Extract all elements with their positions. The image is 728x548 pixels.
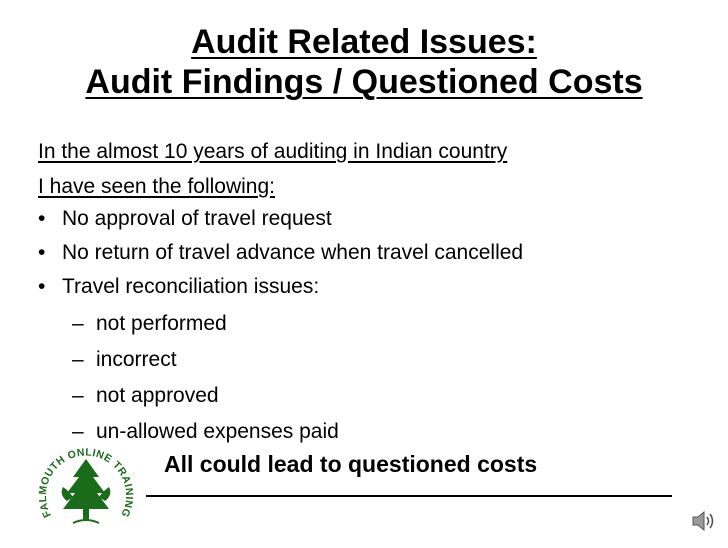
bullet-list <box>38 202 523 304</box>
speaker-icon[interactable] <box>690 508 716 534</box>
bullet-text: Travel reconciliation issues: <box>62 275 320 298</box>
falmouth-logo <box>33 437 139 543</box>
dash-marker: – <box>72 420 84 443</box>
intro-line-1: In the almost 10 years of auditing in Indian country <box>38 140 508 163</box>
dash-marker: – <box>72 312 84 335</box>
bullet-marker: • <box>38 241 46 264</box>
divider-line <box>146 495 672 497</box>
sub-bullet-text: incorrect <box>96 348 177 371</box>
bullet-text: No return of travel advance when travel cancelled <box>62 241 524 264</box>
conclusion-text: All could lead to questioned costs <box>164 451 538 477</box>
bullet-item <box>38 202 523 236</box>
slide-title <box>0 22 728 102</box>
dash-marker: – <box>72 348 84 371</box>
bullet-text: No approval of travel request <box>62 207 332 230</box>
bullet-marker: • <box>38 275 46 298</box>
title-line-1: Audit Related Issues: <box>191 23 537 61</box>
logo-text: FALMOUTH ONLINE TRAINING <box>36 446 136 520</box>
sub-bullet-item <box>72 306 339 342</box>
sub-bullet-item <box>72 342 339 378</box>
intro-line-2: I have seen the following: <box>38 175 275 198</box>
bullet-item <box>38 236 523 270</box>
dash-marker: – <box>72 384 84 407</box>
title-line-2: Audit Findings / Questioned Costs <box>85 63 643 101</box>
tree-icon <box>33 437 139 543</box>
sub-bullet-text: not approved <box>96 384 219 407</box>
intro-text <box>38 134 507 204</box>
bullet-marker: • <box>38 207 46 230</box>
sub-bullet-item <box>72 378 339 414</box>
sub-bullet-list <box>72 306 339 450</box>
sub-bullet-text: not performed <box>96 312 227 335</box>
sub-bullet-text: un-allowed expenses paid <box>96 420 339 443</box>
bullet-item <box>38 270 523 304</box>
